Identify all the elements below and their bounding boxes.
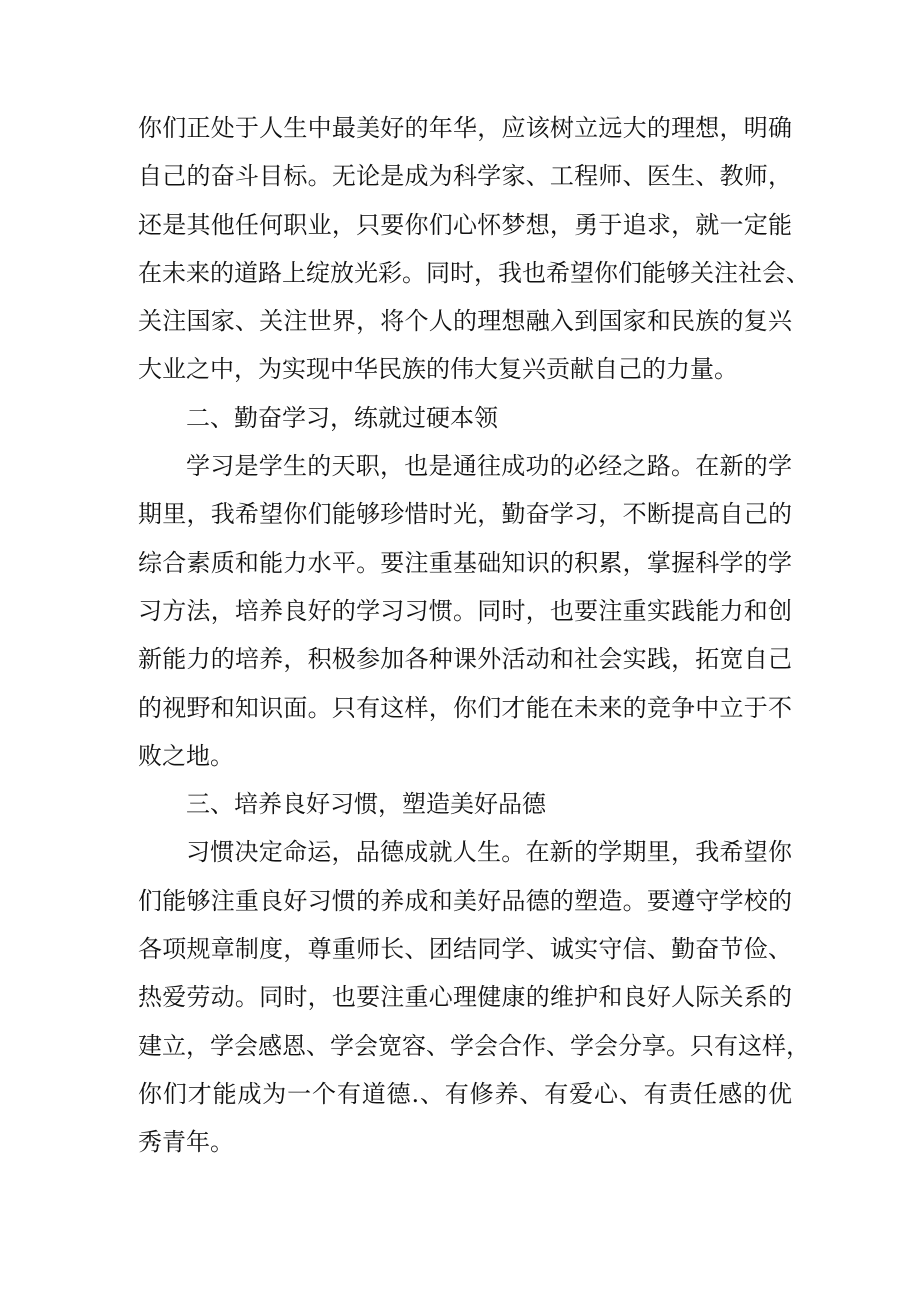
paragraph-line: 新能力的培养，积极参加各种课外活动和社会实践，拓宽自己 bbox=[138, 645, 792, 674]
paragraph-line: 大业之中，为实现中华民族的伟大复兴贡献自己的力量。 bbox=[138, 355, 738, 384]
paragraph-line: 建立，学会感恩、学会宽容、学会合作、学会分享。只有这样， bbox=[138, 1031, 810, 1060]
paragraph-line: 学习是学生的天职，也是通往成功的必经之路。在新的学 bbox=[186, 452, 792, 481]
paragraph-line: 秀青年。 bbox=[138, 1128, 234, 1157]
paragraph-line: 在未来的道路上绽放光彩。同时，我也希望你们能够关注社会、 bbox=[138, 258, 810, 287]
paragraph-line: 关注国家、关注世界，将个人的理想融入到国家和民族的复兴 bbox=[138, 307, 792, 336]
paragraph-line: 败之地。 bbox=[138, 741, 234, 770]
paragraph-line: 们能够注重良好习惯的养成和美好品德的塑造。要遵守学校的 bbox=[138, 886, 792, 915]
paragraph-line: 综合素质和能力水平。要注重基础知识的积累，掌握科学的学 bbox=[138, 548, 792, 577]
section-heading-study: 二、勤奋学习，练就过硬本领 bbox=[186, 403, 498, 432]
paragraph-line: 还是其他任何职业，只要你们心怀梦想，勇于追求，就一定能 bbox=[138, 210, 792, 239]
paragraph-line: 你们才能成为一个有道德.、有修养、有爱心、有责任感的优 bbox=[138, 1079, 792, 1108]
paragraph-ideals bbox=[138, 104, 810, 394]
paragraph-line: 各项规章制度，尊重师长、团结同学、诚实守信、勤奋节俭、 bbox=[138, 935, 792, 964]
paragraph-line: 你们正处于人生中最美好的年华，应该树立远大的理想，明确 bbox=[138, 114, 792, 142]
document-body bbox=[138, 104, 810, 1167]
paragraph-study bbox=[138, 442, 792, 780]
paragraph-line: 习方法，培养良好的学习习惯。同时，也要注重实践能力和创 bbox=[138, 596, 792, 625]
paragraph-line: 热爱劳动。同时，也要注重心理健康的维护和良好人际关系的 bbox=[138, 983, 792, 1012]
paragraph-line: 习惯决定命运，品德成就人生。在新的学期里，我希望你 bbox=[186, 838, 792, 867]
paragraph-line: 的视野和知识面。只有这样，你们才能在未来的竞争中立于不 bbox=[138, 693, 792, 722]
section-heading-habits: 三、培养良好习惯，塑造美好品德 bbox=[186, 790, 546, 819]
paragraph-line: 期里，我希望你们能够珍惜时光，勤奋学习，不断提高自己的 bbox=[138, 500, 792, 529]
paragraph-line: 自己的奋斗目标。无论是成为科学家、工程师、医生、教师， bbox=[138, 162, 792, 191]
paragraph-habits bbox=[138, 828, 810, 1166]
